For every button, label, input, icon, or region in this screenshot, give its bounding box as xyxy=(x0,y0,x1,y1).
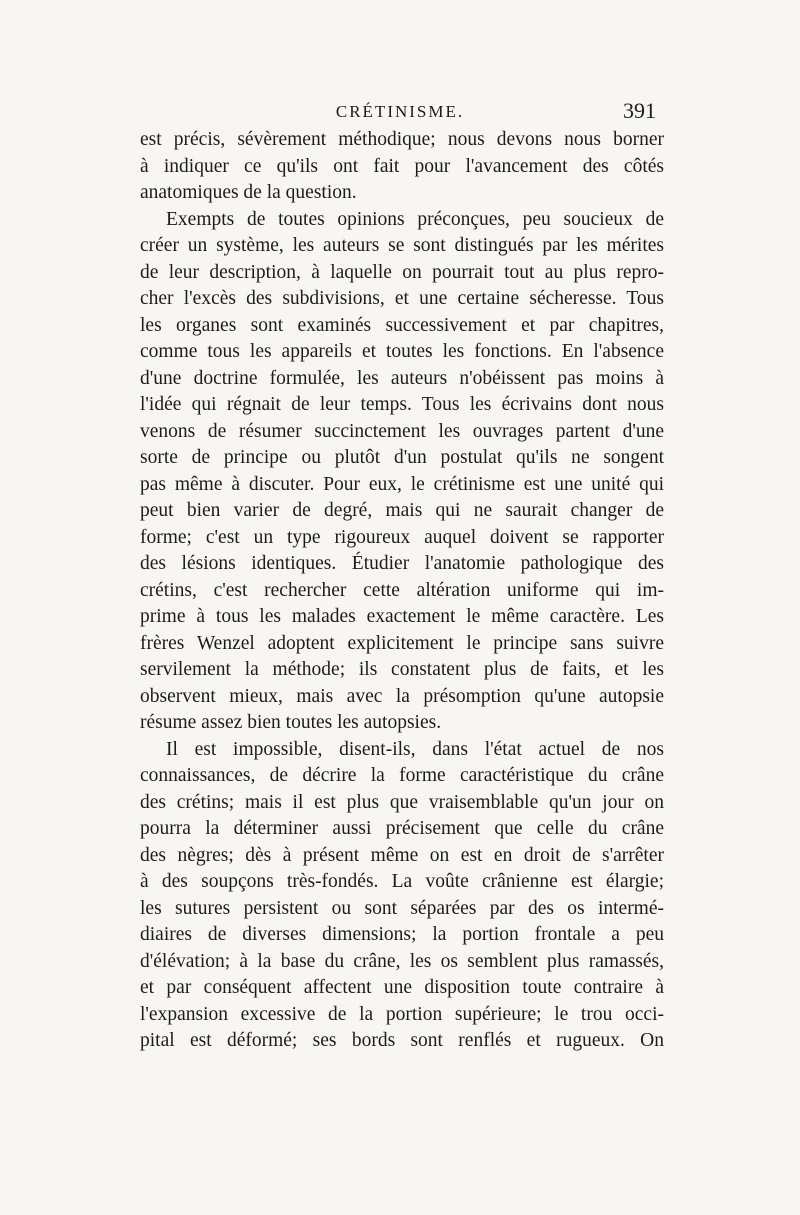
text-line: créer un système, les auteurs se sont distingués par les mérites xyxy=(140,235,664,256)
text-line: connaissances, de décrire la forme caractéristique du crâne xyxy=(140,765,664,786)
text-line: les organes sont examinés successivement et par chapitres, xyxy=(140,314,664,336)
text-line: comme tous les appareils et toutes les fonctions. En l'absence xyxy=(140,341,664,362)
text-line: Il est impossible, disent-ils, dans l'état actuel de nos xyxy=(166,738,664,760)
page-header xyxy=(142,96,658,126)
text-line: prime à tous les malades exactement le même caractère. Les xyxy=(140,606,664,627)
text-line: l'idée qui régnait de leur temps. Tous les écrivains dont nous xyxy=(140,394,664,415)
paragraph-2 xyxy=(140,207,664,737)
text-line: des lésions identiques. Étudier l'anatomie pathologique des xyxy=(140,553,664,574)
paragraph-1 xyxy=(140,127,664,207)
text-line: pourra la déterminer aussi précisement que celle du crâne xyxy=(140,818,664,839)
text-line: diaires de diverses dimensions; la portion frontale a peu xyxy=(140,924,664,945)
text-line: des nègres; dès à présent même on est en droit de s'arrêter xyxy=(140,844,664,866)
text-line: d'une doctrine formulée, les auteurs n'obéissent pas moins à xyxy=(140,367,664,389)
text-line: cher l'excès des subdivisions, et une certaine sécheresse. Tous xyxy=(140,288,664,309)
text-line: anatomiques de la question. xyxy=(140,182,357,203)
text-line: résume assez bien toutes les autopsies. xyxy=(140,712,442,733)
body-text xyxy=(140,127,664,1055)
text-line: pas même à discuter. Pour eux, le crétinisme est une unité qui xyxy=(140,473,664,495)
text-line: et par conséquent affectent une disposition toute contraire à xyxy=(140,977,664,998)
text-line: frères Wenzel adoptent explicitement le principe sans suivre xyxy=(140,632,664,654)
text-line: servilement la méthode; ils constatent plus de faits, et les xyxy=(140,659,664,680)
text-line: observent mieux, mais avec la présomption qu'une autopsie xyxy=(140,685,664,707)
text-line: d'élévation; à la base du crâne, les os semblent plus ramassés, xyxy=(140,950,664,972)
text-line: à indiquer ce qu'ils ont fait pour l'avancement des côtés xyxy=(140,155,664,177)
text-line: à des soupçons très-fondés. La voûte crânienne est élargie; xyxy=(140,871,664,892)
text-line: venons de résumer succinctement les ouvrages partent d'une xyxy=(140,420,664,442)
text-line: l'expansion excessive de la portion supérieure; le trou occi- xyxy=(140,1003,664,1025)
text-line: forme; c'est un type rigoureux auquel doivent se rapporter xyxy=(140,526,664,548)
text-line: Exempts de toutes opinions préconçues, peu soucieux de xyxy=(166,208,664,230)
text-line: sorte de principe ou plutôt d'un postulat qu'ils ne songent xyxy=(140,447,664,468)
running-title: CRÉTINISME. xyxy=(335,102,465,121)
text-line: pital est déformé; ses bords sont renflés et rugueux. On xyxy=(140,1030,664,1051)
text-line: des crétins; mais il est plus que vraisemblable qu'un jour on xyxy=(140,791,664,813)
paragraph-3 xyxy=(140,737,664,1055)
text-line: peut bien varier de degré, mais qui ne saurait changer de xyxy=(140,500,664,521)
text-line: de leur description, à laquelle on pourrait tout au plus repro- xyxy=(140,261,664,283)
text-line: crétins, c'est rechercher cette altération uniforme qui im- xyxy=(140,579,664,601)
text-line: est précis, sévèrement méthodique; nous devons nous borner xyxy=(140,129,664,150)
text-line: les sutures persistent ou sont séparées par des os intermé- xyxy=(140,897,664,919)
page-number: 391 xyxy=(623,98,656,123)
